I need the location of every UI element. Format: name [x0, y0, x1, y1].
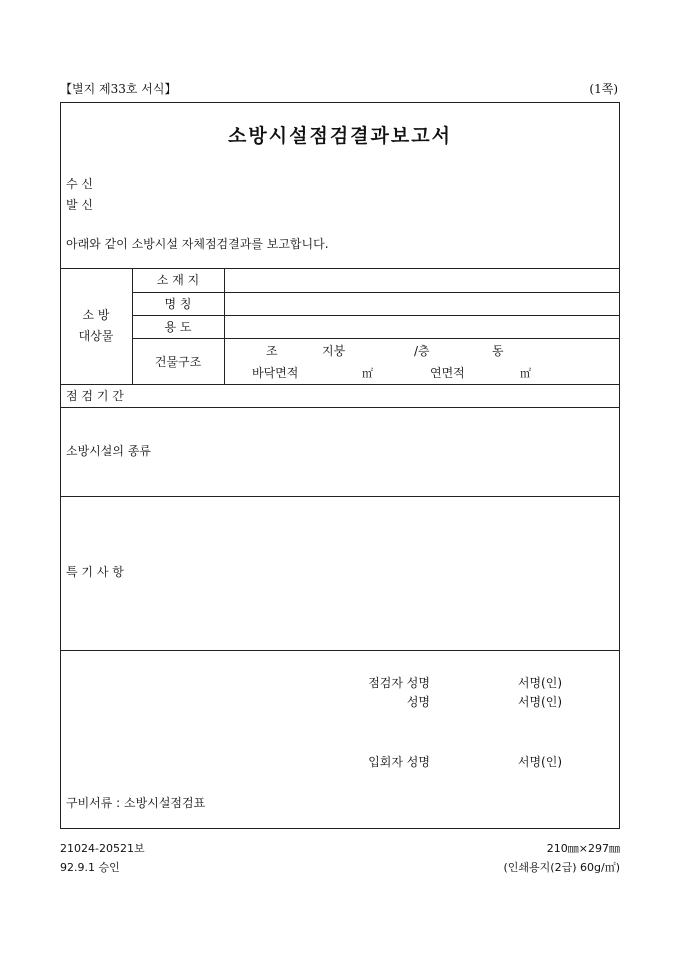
divider	[60, 496, 620, 497]
sender-label: 발 신	[66, 198, 93, 212]
divider	[224, 268, 225, 384]
usage-label: 용 도	[164, 320, 192, 334]
structure-label: 건물구조	[154, 355, 202, 369]
total-area-unit: ㎡	[520, 367, 531, 380]
divider	[60, 407, 620, 408]
form-title: 소방시설점검결과보고서	[228, 125, 452, 147]
floor-area-label: 바닥면적	[252, 366, 299, 380]
target-group-label-2: 대상물	[78, 329, 114, 343]
paper-size: 210㎜×297㎜	[546, 842, 620, 855]
total-area-label: 연면적	[430, 366, 465, 380]
page-number: (1쪽)	[589, 82, 618, 96]
floor-area-unit: ㎡	[362, 367, 373, 380]
inspector-label: 점검자 성명	[368, 676, 430, 690]
form-number: 【별지 제33호 서식】	[60, 82, 177, 96]
form-frame	[60, 102, 620, 829]
divider	[132, 292, 620, 293]
structure-building: 동	[492, 344, 504, 358]
witness-label: 입회자 성명	[368, 755, 430, 769]
special-notes-label: 특 기 사 항	[66, 565, 124, 579]
divider	[132, 315, 620, 316]
facility-types-label: 소방시설의 종류	[66, 444, 151, 458]
intro-text: 아래와 같이 소방시설 자체점검결과를 보고합니다.	[66, 237, 329, 251]
divider	[60, 384, 620, 385]
location-label: 소 재 지	[156, 273, 200, 287]
inspector-sign: 서명(인)	[517, 676, 562, 690]
structure-floor: /층	[414, 344, 430, 358]
second-sign: 서명(인)	[517, 695, 562, 709]
divider	[60, 650, 620, 651]
paper-spec: (인쇄용지(2급) 60g/㎡)	[503, 861, 620, 874]
form-code: 21024-20521보	[60, 842, 145, 855]
target-group-label-1: 소 방	[82, 308, 110, 322]
structure-jo: 조	[266, 344, 278, 358]
structure-roof: 지붕	[322, 344, 346, 358]
witness-sign: 서명(인)	[517, 755, 562, 769]
second-label: 성명	[406, 695, 430, 709]
divider	[132, 338, 620, 339]
attachments-text: 구비서류 : 소방시설점검표	[66, 796, 206, 810]
approval-date: 92.9.1 승인	[60, 861, 120, 874]
inspection-period-label: 점 검 기 간	[66, 389, 124, 403]
recipient-label: 수 신	[66, 177, 93, 191]
name-label: 명 칭	[164, 297, 192, 311]
divider	[60, 268, 620, 269]
